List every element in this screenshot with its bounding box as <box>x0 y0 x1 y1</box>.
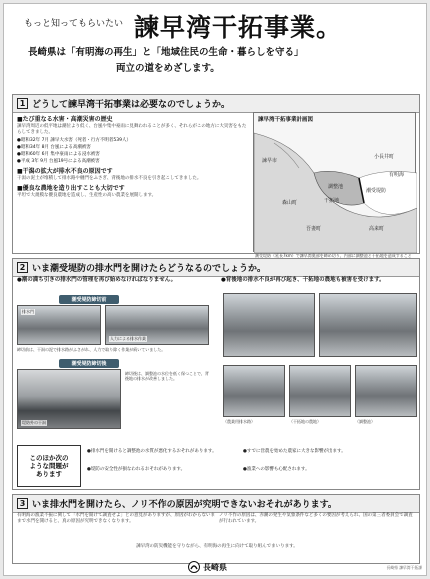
section-2-number: 2 <box>17 262 28 273</box>
map-caption: 潮受堤防（延長7km）で諫早湾奥部を締め切り、内部に調整池と干拓地を造成すること <box>255 253 412 258</box>
section-1-header <box>13 95 419 113</box>
drainage-heading: ■干潟の拡大が排水不良の原因です <box>17 168 113 175</box>
bullet-right-2: ●漁業への影響も心配されます。 <box>243 467 310 472</box>
photo-right-3 <box>223 365 285 417</box>
page <box>3 3 427 576</box>
photo-right-2 <box>319 293 417 357</box>
section-3-number: 3 <box>17 498 28 509</box>
map-label: 調整池 <box>328 184 344 190</box>
disaster-history-text: 諫早湾周辺の低平地は潮位より低く、台風や集中豪雨に見舞われることが多く、それらがこの地方に大災害をもたらしてきました。 <box>17 124 247 135</box>
section-3-right-text: ノリ不作の原因は、赤潮の発生や気象条件など多くの要因が考えられ、国の第三者委員会で調査が行われています。 <box>219 513 413 524</box>
footer-note: 諫早湾の防災機能を守りながら、有明海の再生に向けて取り組んでまいります。 <box>136 544 298 549</box>
section-1-text <box>17 113 247 199</box>
timeline-item: ●平成 3年 9月 台風19号による高潮被害 <box>17 159 100 164</box>
section-3 <box>12 494 420 564</box>
logo-text: 長崎県 <box>203 562 227 572</box>
photo-right-5 <box>355 365 417 417</box>
section-1-title: どうして諫早湾干拓事業は必要なのでしょうか。 <box>32 100 231 110</box>
subtitle-line-2: 両立の道をめざします。 <box>116 63 220 74</box>
section-3-title: いま排水門を開けたら、ノリ不作の原因が究明できないおそれがあります。 <box>32 500 337 510</box>
map-label: 有明海 <box>389 172 405 178</box>
map-label: 吾妻町 <box>306 226 322 232</box>
bullet-left-2: ●堤防の安全性が損なわれるおそれがあります。 <box>87 467 186 472</box>
map-label: 森山町 <box>282 200 298 206</box>
photo-after-1 <box>17 369 121 429</box>
photo-label: 堤防外の干潟 <box>22 420 46 425</box>
footer-credit: 長崎県 諫早湾干拓課 <box>386 565 422 570</box>
photo-label: 排水門 <box>22 309 34 314</box>
timeline-item: ●昭和32年 7月 諫早大水害（死者・行方不明者539人） <box>17 138 131 143</box>
subtitle-line-1: 長崎県は「有明海の再生」と「地域住民の生命・暮らしを守る」 <box>28 47 304 58</box>
before-closure-badge: 潮受堤防締切前 <box>59 295 119 304</box>
before-caption: 締切前は、干潟の泥で排水路がふさがれ、人力で取り除く作業が続いていました。 <box>17 347 166 352</box>
photo-right-4 <box>289 365 351 417</box>
photo-before-2 <box>105 305 209 345</box>
disaster-timeline <box>17 138 247 165</box>
timeline-item: ●昭和60年 6月 集中豪雨による浸水被害 <box>17 152 100 157</box>
section-1 <box>12 94 420 258</box>
photo-caption: （農業用排水路） <box>223 419 255 424</box>
photo-caption: （干拓地の農地） <box>289 419 321 424</box>
nagasaki-logo-icon <box>188 561 200 573</box>
header <box>4 4 427 90</box>
section-2-header <box>13 259 419 277</box>
prefecture-logo <box>188 561 227 573</box>
other-problems-box <box>17 445 81 487</box>
map-label: 潮受堤防 <box>366 188 387 194</box>
photo-before-1 <box>17 305 101 345</box>
map-label: 小長井町 <box>374 154 395 160</box>
drainage-text: 干潟の泥土が堆積して排水路や樋門をふさぎ、背後地の排水不良を引き起こしてきました。 <box>17 176 202 181</box>
page-title: 諫早湾干拓事業。 <box>134 13 343 42</box>
after-caption: 締切後は、調整池の水位を低く保つことで、背後地の排水が改善しました。 <box>125 371 209 381</box>
farmland-heading: ■優良な農地を造り出すことも大切です <box>17 185 125 192</box>
bullet-right-1: ●すでに営農を始めた農家に大きな影響が出ます。 <box>243 449 346 454</box>
bullet-left-1: ●排水門を開けると調整池の水質が悪化するおそれがあります。 <box>87 449 217 454</box>
section-2 <box>12 258 420 490</box>
project-map <box>253 112 416 252</box>
timeline-item: ●昭和34年 8月 台風による高潮被害 <box>17 145 91 150</box>
map-title: 諫早湾干拓事業計画図 <box>258 117 314 123</box>
pretitle: もっと知ってもらいたい <box>24 19 124 29</box>
other-problems-label: このほか次の ような問題が あります <box>29 454 69 478</box>
left-column-heading: ●潮の満ち引きの排水門の管理を再び始めなければなりません。 <box>17 277 177 283</box>
photo-right-1 <box>223 293 315 357</box>
after-closure-badge: 潮受堤防締切後 <box>59 359 119 368</box>
map-label: 諫早市 <box>262 158 278 164</box>
photo-label: 人力による排水作業 <box>110 336 146 341</box>
section-1-number: 1 <box>17 98 28 109</box>
disaster-history-heading: ■たび重なる水害・高潮災害の歴史 <box>17 116 113 123</box>
photo-caption: （調整池） <box>355 419 375 424</box>
section-3-header <box>13 495 419 513</box>
map-label: 干拓地 <box>324 198 340 204</box>
map-label: 高来町 <box>369 226 385 232</box>
section-3-left-text: 有明海の漁業不振に関して「水門を開けて調査せよ」との意見がありますが、原因がわからないままで水門を開けると、真の原因が究明できなくなります。 <box>17 513 215 524</box>
farmland-text: 平坦で大規模な優良農地を造成し、生産性の高い農業を展開します。 <box>17 193 157 198</box>
section-2-title: いま潮受堤防の排水門を開けたらどうなるのでしょうか。 <box>32 264 267 274</box>
right-column-heading: ●背後地の排水不良が再び起き、干拓地の農地も被害を受けます。 <box>221 277 385 283</box>
